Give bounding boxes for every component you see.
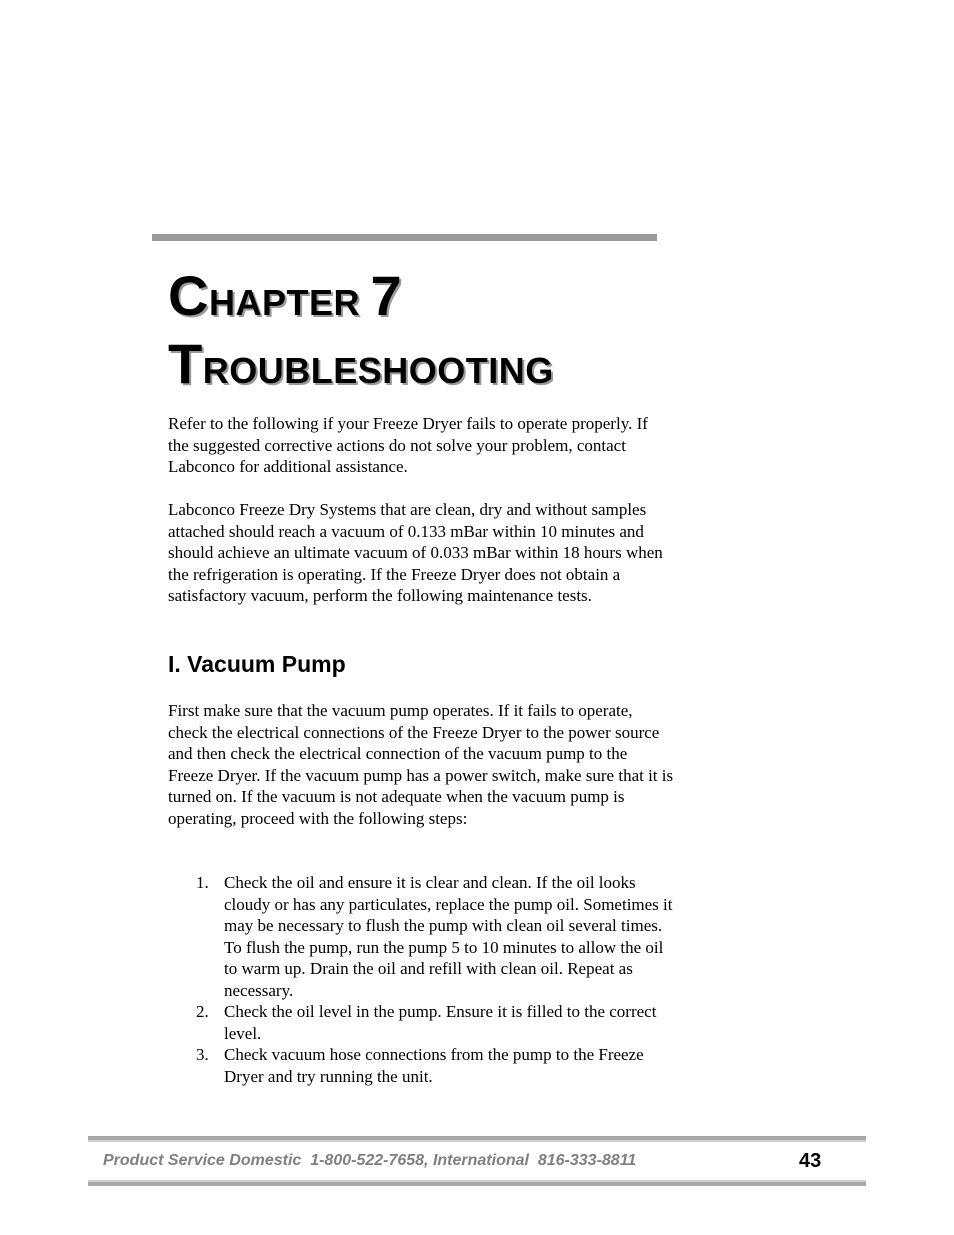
step-number: 3. <box>196 1045 209 1064</box>
list-item <box>196 872 676 1001</box>
intro-paragraph-2: Labconco Freeze Dry Systems that are clean, dry and without samples attached should reach a vacuum of 0.133 mBar within 10 minutes and should achieve an ultimate vacuum of 0.033 mBar within 18 hours when the refrigeration is operating. If the Freeze Dryer does not obtain a satisfactory vacuum, perform the following maintenance tests. <box>168 500 663 605</box>
chapter-name-rest: ROUBLESHOOTING <box>202 350 554 391</box>
chapter-name-initial: T <box>168 332 203 395</box>
footer-bottom-rule <box>88 1180 866 1186</box>
list-item <box>196 1001 676 1044</box>
chapter-top-rule <box>152 234 657 241</box>
step-text: Check the oil level in the pump. Ensure it is filled to the correct level. <box>224 1002 657 1043</box>
vacuum-pump-paragraph: First make sure that the vacuum pump operates. If it fails to operate, check the electrical connections of the Freeze Dryer to the power source and then check the electrical connection of the vacuum pump to the Freeze Dryer. If the vacuum pump has a power switch, make sure that it is turned on. If the vacuum is not adequate when the vacuum pump is operating, proceed with the following steps: <box>168 701 674 828</box>
chapter-word: HAPTER <box>208 282 360 323</box>
troubleshooting-steps <box>196 872 676 1087</box>
section-heading-vacuum-pump: I. Vacuum Pump <box>168 651 346 677</box>
chapter-name-line <box>168 332 554 395</box>
intro-paragraph-1: Refer to the following if your Freeze Dryer fails to operate properly. If the suggested corrective actions do not solve your problem, contact Labconco for additional assistance. <box>168 414 648 476</box>
step-text: Check vacuum hose connections from the pump to the Freeze Dryer and try running the unit. <box>224 1045 644 1086</box>
chapter-title <box>168 264 554 395</box>
footer-top-rule <box>88 1136 866 1142</box>
footer-service-text: Product Service Domestic 1-800-522-7658, International 816-333-8811 <box>103 1152 637 1169</box>
list-item <box>196 1044 676 1087</box>
step-number: 2. <box>196 1002 209 1021</box>
step-text: Check the oil and ensure it is clear and clean. If the oil looks cloudy or has any particulates, replace the pump oil. Sometimes it may be necessary to flush the pump with clean oil several times. To flush the pump, run the pump 5 to 10 minutes to allow the oil to warm up. Drain the oil and refill with clean oil. Repeat as necessary. <box>224 873 673 1000</box>
chapter-number-line <box>168 264 554 327</box>
chapter-number: 7 <box>370 264 403 327</box>
step-number: 1. <box>196 873 209 892</box>
page-number: 43 <box>799 1150 822 1172</box>
chapter-initial: C <box>168 264 209 327</box>
